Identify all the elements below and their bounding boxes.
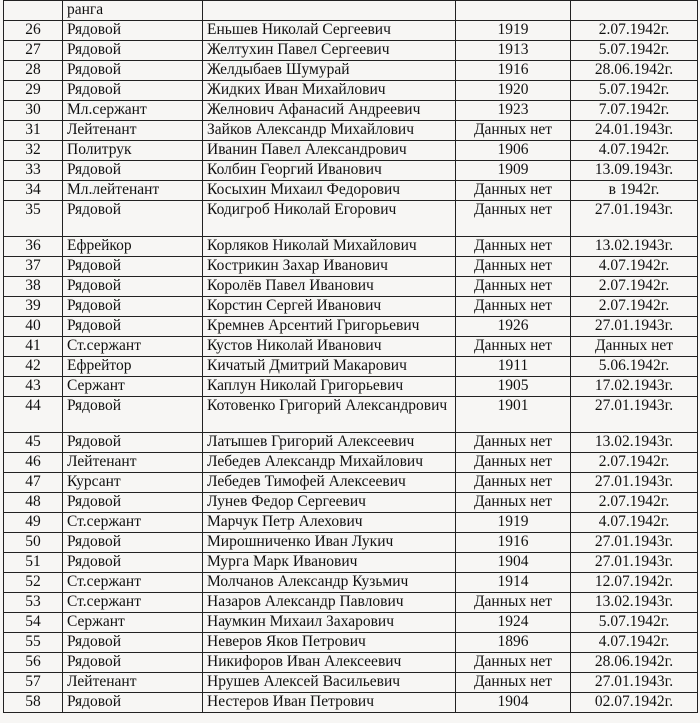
birth-year-cell: 1913 [456,41,571,61]
birth-year-cell: Данных нет [456,257,571,277]
empty-cell [456,1,571,21]
row-number: 28 [4,61,63,81]
rank-cell: Курсант [63,473,203,493]
date-cell: 4.07.1942г. [571,513,698,533]
birth-year-cell: 1914 [456,573,571,593]
date-cell: 24.01.1943г. [571,121,698,141]
date-cell: 28.06.1942г. [571,653,698,673]
birth-year-cell: 1909 [456,161,571,181]
table-row [4,473,698,493]
name-cell: Лебедев Александр Михайлович [203,453,456,473]
rank-cell: Ст.сержант [63,573,203,593]
table-row [4,141,698,161]
birth-year-cell: 1919 [456,513,571,533]
birth-year-cell: 1923 [456,101,571,121]
birth-year-cell: Данных нет [456,297,571,317]
date-cell: Данных нет [571,337,698,357]
rank-cell: Сержант [63,377,203,397]
table-row [4,613,698,633]
table-row [4,337,698,357]
rank-cell: Рядовой [63,693,203,713]
rank-cell: Рядовой [63,257,203,277]
birth-year-cell: Данных нет [456,473,571,493]
rank-cell: Рядовой [63,41,203,61]
birth-year-cell: Данных нет [456,337,571,357]
date-cell: 2.07.1942г. [571,493,698,513]
rank-cell: Рядовой [63,61,203,81]
date-cell: 12.07.1942г. [571,573,698,593]
name-cell: Кострикин Захар Иванович [203,257,456,277]
birth-year-cell: 1904 [456,553,571,573]
date-cell: 2.07.1942г. [571,277,698,297]
table-row [4,121,698,141]
table-row [4,161,698,181]
date-cell: 13.09.1943г. [571,161,698,181]
table-row [4,433,698,453]
table-row [4,493,698,513]
row-number: 47 [4,473,63,493]
row-number: 42 [4,357,63,377]
date-cell: 5.07.1942г. [571,41,698,61]
rank-cell: Рядовой [63,81,203,101]
row-number: 52 [4,573,63,593]
rank-cell: Ефрейтор [63,357,203,377]
birth-year-cell: 1906 [456,141,571,161]
table-row [4,573,698,593]
birth-year-cell: Данных нет [456,493,571,513]
row-number: 49 [4,513,63,533]
table-row [4,81,698,101]
row-number: 50 [4,533,63,553]
name-cell: Неверов Яков Петрович [203,633,456,653]
row-number: 57 [4,673,63,693]
row-number: 34 [4,181,63,201]
birth-year-cell: Данных нет [456,181,571,201]
name-cell: Нрушев Алексей Васильевич [203,673,456,693]
row-number: 53 [4,593,63,613]
header-fragment-row [4,1,698,21]
row-number: 56 [4,653,63,673]
birth-year-cell: 1920 [456,81,571,101]
name-cell: Жидких Иван Михайлович [203,81,456,101]
row-number: 46 [4,453,63,473]
empty-cell [203,1,456,21]
table-row [4,297,698,317]
table-row [4,237,698,257]
rank-cell: Ефрейкор [63,237,203,257]
birth-year-cell: 1916 [456,61,571,81]
rank-cell: Сержант [63,613,203,633]
table-row [4,21,698,41]
rank-cell: Рядовой [63,653,203,673]
table-row [4,397,698,433]
rank-cell: Лейтенант [63,453,203,473]
row-number: 54 [4,613,63,633]
table-row [4,633,698,653]
name-cell: Лебедев Тимофей Алексеевич [203,473,456,493]
rank-cell: Рядовой [63,297,203,317]
row-number: 39 [4,297,63,317]
name-cell: Мирошниченко Иван Лукич [203,533,456,553]
rank-cell: Рядовой [63,433,203,453]
table-row [4,553,698,573]
rank-cell: Лейтенант [63,673,203,693]
table-row [4,533,698,553]
rank-cell: Рядовой [63,201,203,237]
rank-cell: Ст.сержант [63,513,203,533]
date-cell: 5.07.1942г. [571,613,698,633]
rank-cell: Политрук [63,141,203,161]
rank-cell: Рядовой [63,493,203,513]
birth-year-cell: Данных нет [456,277,571,297]
table-row [4,277,698,297]
rank-cell: Рядовой [63,277,203,297]
table-row [4,181,698,201]
date-cell: 4.07.1942г. [571,633,698,653]
birth-year-cell: Данных нет [456,201,571,237]
date-cell: 27.01.1943г. [571,533,698,553]
date-cell: 17.02.1943г. [571,377,698,397]
row-number: 45 [4,433,63,453]
date-cell: 2.07.1942г. [571,453,698,473]
rank-cell: Ст.сержант [63,337,203,357]
table-row [4,101,698,121]
date-cell: 7.07.1942г. [571,101,698,121]
name-cell: Латышев Григорий Алексеевич [203,433,456,453]
name-cell: Марчук Петр Алехович [203,513,456,533]
name-cell: Иванин Павел Александрович [203,141,456,161]
name-cell: Кичатый Дмитрий Макарович [203,357,456,377]
rank-header-fragment: ранга [63,1,203,21]
name-cell: Котовенко Григорий Александрович [203,397,456,433]
date-cell: 2.07.1942г. [571,21,698,41]
date-cell: 02.07.1942г. [571,693,698,713]
date-cell: 27.01.1943г. [571,317,698,337]
name-cell: Корстин Сергей Иванович [203,297,456,317]
row-number: 30 [4,101,63,121]
name-cell: Королёв Павел Иванович [203,277,456,297]
rank-cell: Рядовой [63,161,203,181]
name-cell: Наумкин Михаил Захарович [203,613,456,633]
row-number: 44 [4,397,63,433]
rank-cell: Лейтенант [63,121,203,141]
birth-year-cell: 1905 [456,377,571,397]
name-cell: Косыхин Михаил Федорович [203,181,456,201]
row-number: 31 [4,121,63,141]
rank-cell: Рядовой [63,317,203,337]
table-row [4,377,698,397]
date-cell: 13.02.1943г. [571,237,698,257]
row-number: 51 [4,553,63,573]
name-cell: Мурга Марк Иванович [203,553,456,573]
date-cell: 27.01.1943г. [571,201,698,237]
table-row [4,453,698,473]
row-number: 32 [4,141,63,161]
rank-cell: Рядовой [63,553,203,573]
name-cell: Никифоров Иван Алексеевич [203,653,456,673]
name-cell: Кремнев Арсентий Григорьевич [203,317,456,337]
name-cell: Корляков Николай Михайлович [203,237,456,257]
date-cell: 13.02.1943г. [571,433,698,453]
table-row [4,673,698,693]
rank-cell: Ст.сержант [63,593,203,613]
birth-year-cell: Данных нет [456,237,571,257]
date-cell: 27.01.1943г. [571,673,698,693]
birth-year-cell: Данных нет [456,673,571,693]
table-row [4,593,698,613]
row-number: 27 [4,41,63,61]
table-row [4,41,698,61]
date-cell: 27.01.1943г. [571,473,698,493]
row-number: 36 [4,237,63,257]
row-number: 33 [4,161,63,181]
rank-cell: Мл.сержант [63,101,203,121]
birth-year-cell: Данных нет [456,653,571,673]
birth-year-cell: Данных нет [456,593,571,613]
name-cell: Колбин Георгий Иванович [203,161,456,181]
rank-cell: Рядовой [63,633,203,653]
row-number: 48 [4,493,63,513]
casualty-table [3,0,698,713]
row-number: 41 [4,337,63,357]
name-cell: Назаров Александр Павлович [203,593,456,613]
row-number: 38 [4,277,63,297]
rank-cell: Рядовой [63,397,203,433]
birth-year-cell: Данных нет [456,453,571,473]
birth-year-cell: 1926 [456,317,571,337]
name-cell: Каплун Николай Григорьевич [203,377,456,397]
empty-cell [4,1,63,21]
name-cell: Кустов Николай Иванович [203,337,456,357]
name-cell: Лунев Федор Сергеевич [203,493,456,513]
name-cell: Кодигроб Николай Егорович [203,201,456,237]
table-row [4,61,698,81]
row-number: 26 [4,21,63,41]
row-number: 35 [4,201,63,237]
date-cell: 28.06.1942г. [571,61,698,81]
birth-year-cell: 1924 [456,613,571,633]
birth-year-cell: Данных нет [456,121,571,141]
table-row [4,513,698,533]
date-cell: 27.01.1943г. [571,397,698,433]
name-cell: Молчанов Александр Кузьмич [203,573,456,593]
rank-cell: Рядовой [63,533,203,553]
date-cell: 27.01.1943г. [571,553,698,573]
date-cell: 5.07.1942г. [571,81,698,101]
name-cell: Желдыбаев Шумурай [203,61,456,81]
date-cell: 4.07.1942г. [571,257,698,277]
rank-cell: Рядовой [63,21,203,41]
table-row [4,201,698,237]
birth-year-cell: Данных нет [456,433,571,453]
table-row [4,653,698,673]
table-row [4,317,698,337]
birth-year-cell: 1904 [456,693,571,713]
table-body [4,1,698,713]
row-number: 29 [4,81,63,101]
row-number: 43 [4,377,63,397]
birth-year-cell: 1901 [456,397,571,433]
birth-year-cell: 1911 [456,357,571,377]
date-cell: в 1942г. [571,181,698,201]
row-number: 55 [4,633,63,653]
name-cell: Желтухин Павел Сергеевич [203,41,456,61]
row-number: 58 [4,693,63,713]
birth-year-cell: 1896 [456,633,571,653]
table-row [4,257,698,277]
empty-cell [571,1,698,21]
row-number: 40 [4,317,63,337]
name-cell: Еньшев Николай Сергеевич [203,21,456,41]
name-cell: Желнович Афанасий Андреевич [203,101,456,121]
rank-cell: Мл.лейтенант [63,181,203,201]
date-cell: 13.02.1943г. [571,593,698,613]
birth-year-cell: 1919 [456,21,571,41]
date-cell: 4.07.1942г. [571,141,698,161]
row-number: 37 [4,257,63,277]
name-cell: Зайков Александр Михайлович [203,121,456,141]
birth-year-cell: 1916 [456,533,571,553]
date-cell: 2.07.1942г. [571,297,698,317]
table-row [4,357,698,377]
table-row [4,693,698,713]
date-cell: 5.06.1942г. [571,357,698,377]
name-cell: Нестеров Иван Петрович [203,693,456,713]
